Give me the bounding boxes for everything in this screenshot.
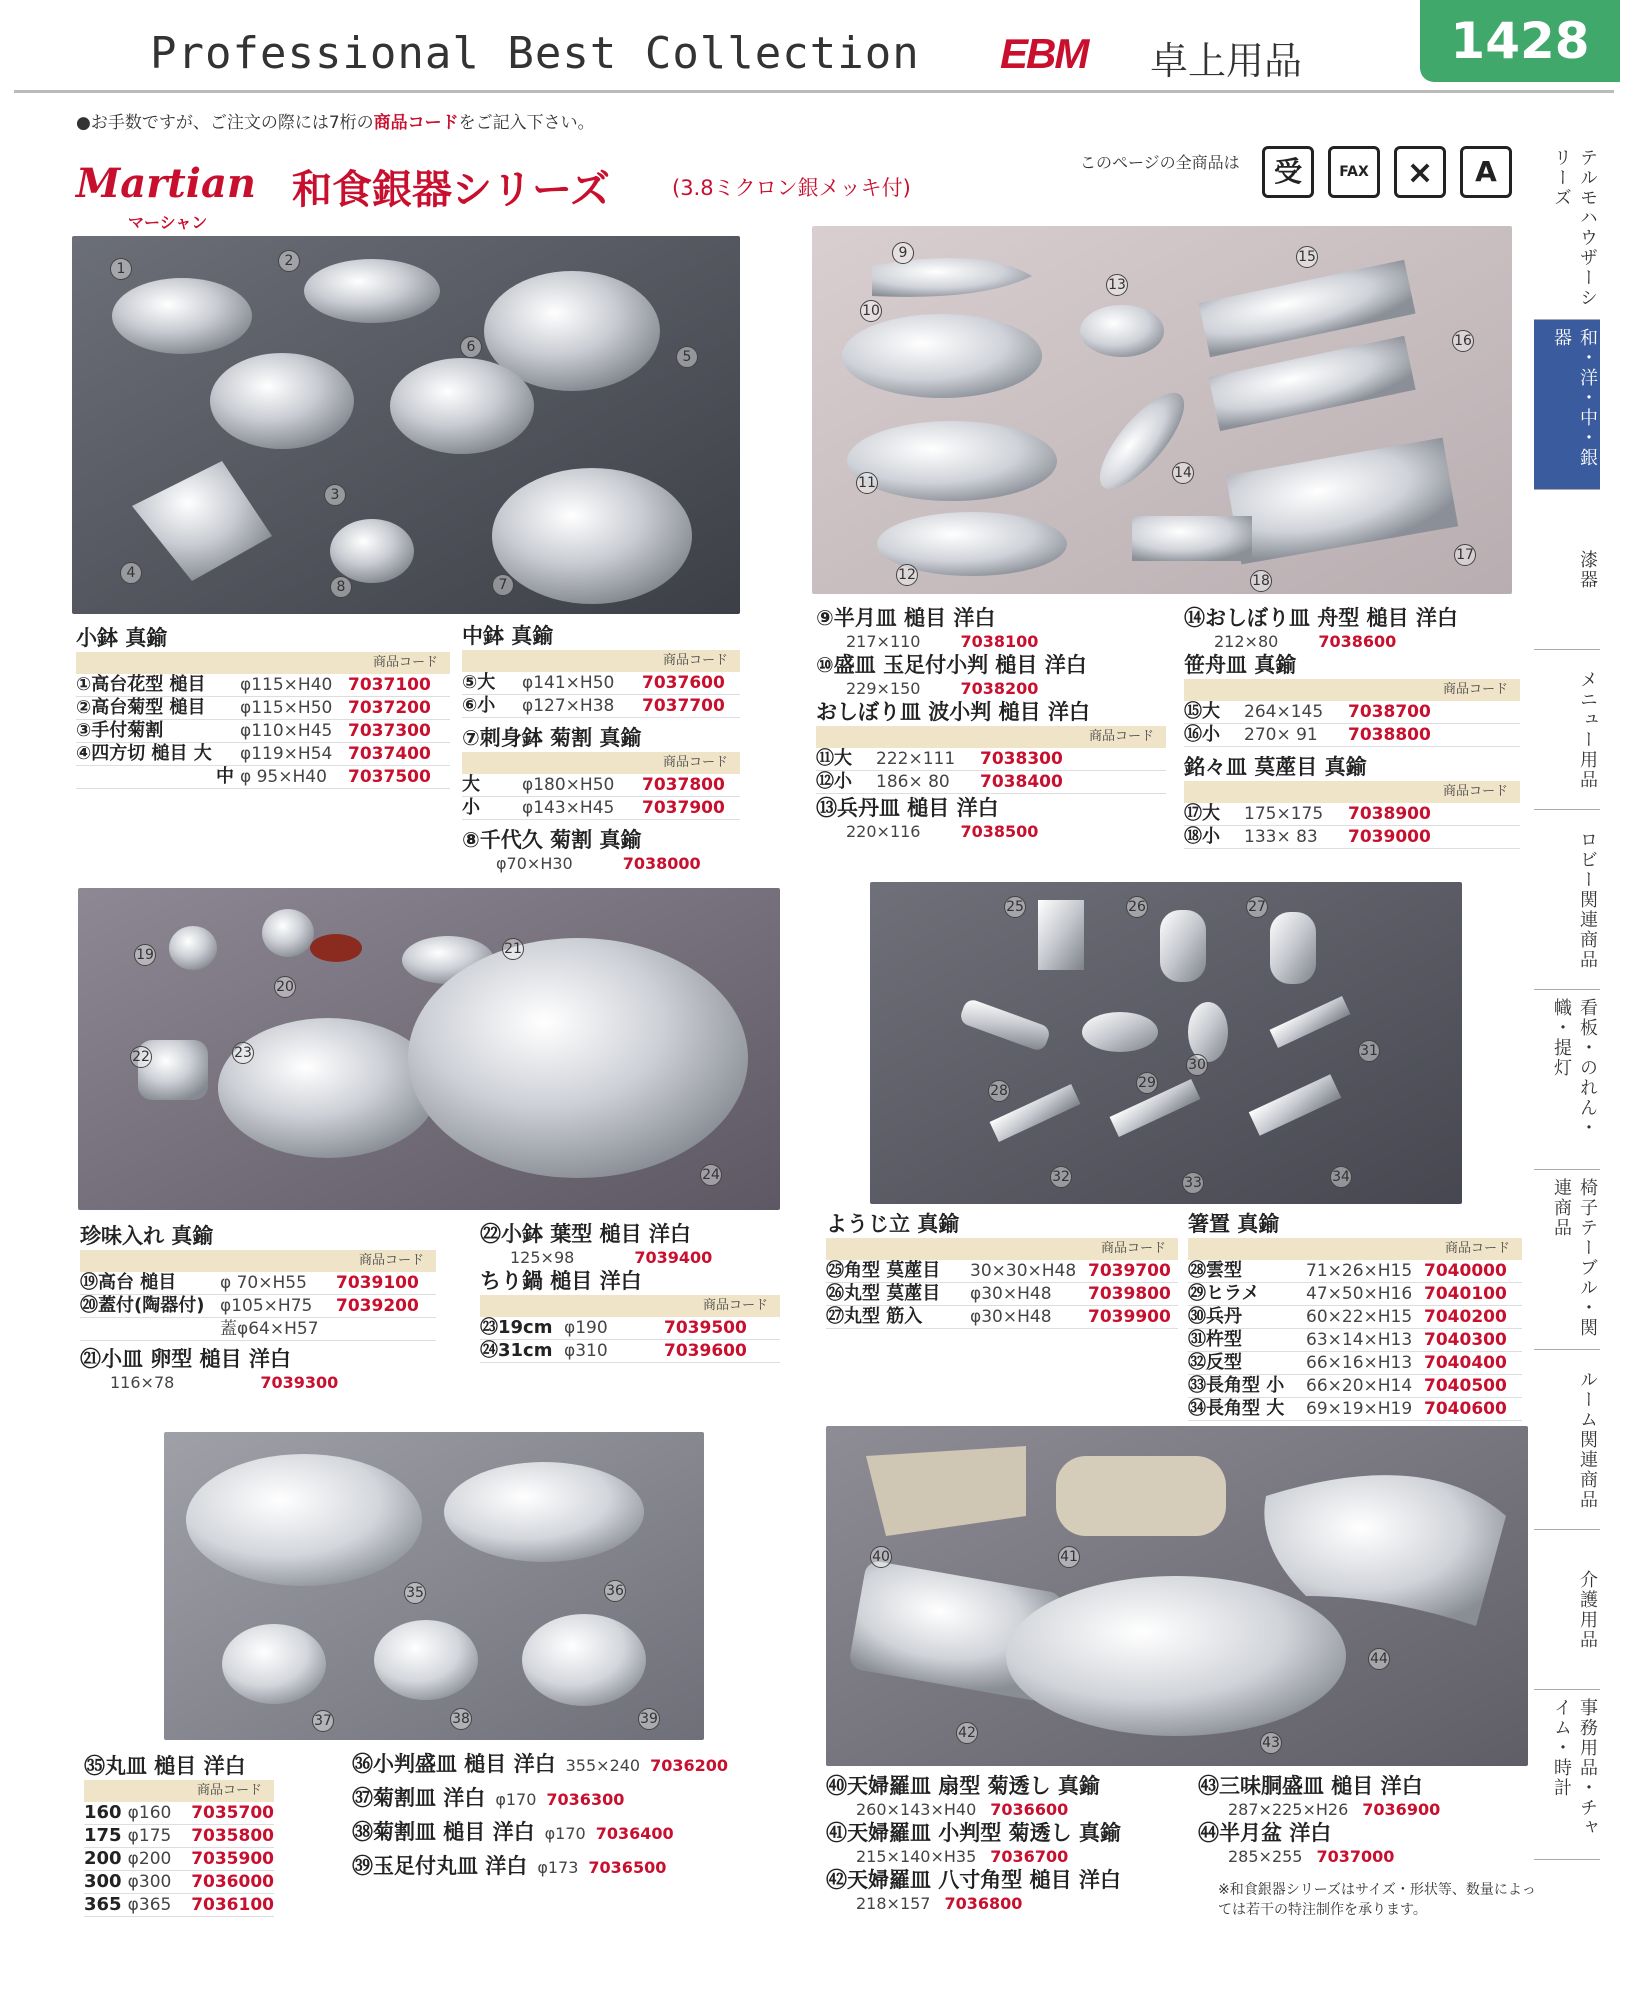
maruzara-block bbox=[84, 1752, 274, 1917]
misc-plates-block bbox=[352, 1750, 792, 1886]
sidebar-item[interactable]: メニュー用品 bbox=[1534, 650, 1600, 810]
product-line: ㊱小判盛皿 槌目 洋白 355×240 7036200 bbox=[352, 1752, 729, 1776]
martian-kana: マーシャン bbox=[128, 213, 208, 232]
table-row: 中 φ 95×H40 7037500 bbox=[76, 766, 450, 789]
chirinabe-block bbox=[480, 1220, 780, 1363]
item-number-marker: 4 bbox=[120, 562, 142, 584]
spec-line: 215×140×H35 7036700 bbox=[856, 1847, 1069, 1866]
spec-line: 285×255 7037000 bbox=[1228, 1847, 1395, 1866]
item-number-marker: 28 bbox=[988, 1080, 1010, 1102]
section-title: ⑦刺身鉢 菊割 真鍮 bbox=[462, 726, 642, 750]
yojitate-block bbox=[826, 1210, 1178, 1329]
item-number-marker: 17 bbox=[1454, 544, 1476, 566]
item-number-marker: 40 bbox=[870, 1546, 892, 1568]
spec-line: 212×80 7038600 bbox=[1214, 632, 1397, 651]
section-title: 中鉢 真鍮 bbox=[462, 624, 554, 648]
item-number-marker: 12 bbox=[896, 564, 918, 586]
table-row: ⑯小 270× 91 7038800 bbox=[1184, 724, 1520, 747]
table-row: ⑪大 222×111 7038300 bbox=[816, 748, 1166, 771]
table-row: ㉜反型 66×16×H13 7040400 bbox=[1188, 1352, 1522, 1375]
table-row: ⑫小 186× 80 7038400 bbox=[816, 771, 1166, 794]
table-row: 小 φ143×H45 7037900 bbox=[462, 797, 740, 820]
spec-line: φ70×H30 7038000 bbox=[496, 854, 701, 873]
sidebar-item-active[interactable]: 和・洋・中・銀器 bbox=[1534, 320, 1600, 490]
code-header: 商品コード bbox=[462, 752, 740, 774]
table-row: 300 φ300 7036000 bbox=[84, 1871, 274, 1892]
photo-hashioki bbox=[870, 882, 1462, 1204]
item-number-marker: 18 bbox=[1250, 570, 1272, 592]
table-row: ⑳蓋付(陶器付) φ105×H75 7039200 bbox=[80, 1295, 436, 1318]
section-title: ㊶天婦羅皿 小判型 菊透し 真鍮 bbox=[826, 1821, 1121, 1845]
no-dishwasher-icon: × bbox=[1394, 146, 1446, 198]
item-number-marker: 36 bbox=[604, 1580, 626, 1602]
plates-right-block bbox=[1184, 604, 1520, 849]
section-title: 小鉢 真鍮 bbox=[76, 626, 168, 650]
product-line: ㊲菊割皿 洋白 φ170 7036300 bbox=[352, 1786, 625, 1810]
code-header: 商品コード bbox=[1184, 781, 1520, 803]
spec-line: 217×110 7038100 bbox=[846, 632, 1039, 651]
sidebar-item[interactable]: 漆器 bbox=[1534, 490, 1600, 650]
sidebar-item[interactable]: ルーム関連商品 bbox=[1534, 1350, 1600, 1530]
service-icons bbox=[1262, 146, 1512, 198]
item-number-marker: 25 bbox=[1004, 896, 1026, 918]
item-number-marker: 31 bbox=[1358, 1040, 1380, 1062]
martian-logo: Martian bbox=[76, 160, 256, 207]
sidebar-item[interactable]: 事務用品・チャイム・時計 bbox=[1534, 1690, 1600, 1860]
section-title: ⑭おしぼり皿 舟型 槌目 洋白 bbox=[1184, 606, 1458, 630]
table-row: 365 φ365 7036100 bbox=[84, 1894, 274, 1915]
item-number-marker: 5 bbox=[676, 346, 698, 368]
series-subtitle: (3.8ミクロン銀メッキ付) bbox=[672, 176, 911, 200]
hashioki-block bbox=[1188, 1210, 1522, 1421]
spec-line: 220×116 7038500 bbox=[846, 822, 1039, 841]
section-title: ちり鍋 槌目 洋白 bbox=[480, 1269, 642, 1293]
section-title: ㊵天婦羅皿 扇型 菊透し 真鍮 bbox=[826, 1774, 1100, 1798]
table-row: 200 φ200 7035900 bbox=[84, 1848, 274, 1869]
section-title: ㊸三味胴盛皿 槌目 洋白 bbox=[1198, 1774, 1423, 1798]
item-number-marker: 15 bbox=[1296, 246, 1318, 268]
sidebar-item[interactable]: ロビー関連商品 bbox=[1534, 810, 1600, 990]
item-number-marker: 38 bbox=[450, 1708, 472, 1730]
code-header: 商品コード bbox=[80, 1250, 436, 1272]
table-row: 大 φ180×H50 7037800 bbox=[462, 774, 740, 797]
section-title: ようじ立 真鍮 bbox=[826, 1212, 960, 1236]
item-number-marker: 8 bbox=[330, 576, 352, 598]
chubachi-block bbox=[462, 622, 740, 873]
item-number-marker: 30 bbox=[1186, 1054, 1208, 1076]
item-number-marker: 9 bbox=[892, 242, 914, 264]
table-row: ⑰大 175×175 7038900 bbox=[1184, 803, 1520, 826]
section-title: 笹舟皿 真鍮 bbox=[1184, 653, 1297, 677]
item-number-marker: 27 bbox=[1246, 896, 1268, 918]
table-row: ④四方切 槌目 大 φ119×H54 7037400 bbox=[76, 743, 450, 766]
table-row: ②高台菊型 槌目 φ115×H50 7037200 bbox=[76, 697, 450, 720]
item-number-marker: 2 bbox=[278, 250, 300, 272]
table-row: ㉙ヒラメ 47×50×H16 7040100 bbox=[1188, 1283, 1522, 1306]
item-number-marker: 44 bbox=[1368, 1648, 1390, 1670]
item-number-marker: 21 bbox=[502, 938, 524, 960]
kobachi-block bbox=[76, 624, 450, 789]
chinmi-block bbox=[80, 1222, 436, 1392]
sidebar-item[interactable]: テルモハウザーシリーズ bbox=[1534, 140, 1600, 320]
item-number-marker: 37 bbox=[312, 1710, 334, 1732]
code-header: 商品コード bbox=[816, 726, 1166, 748]
table-row: ③手付菊割 φ110×H45 7037300 bbox=[76, 720, 450, 743]
table-row: ⑤大 φ141×H50 7037600 bbox=[462, 672, 740, 695]
table-row: ㉚兵丹 60×22×H15 7040200 bbox=[1188, 1306, 1522, 1329]
item-number-marker: 1 bbox=[110, 258, 132, 280]
table-row: ①高台花型 槌目 φ115×H40 7037100 bbox=[76, 674, 450, 697]
category-sidebar bbox=[1534, 140, 1600, 1860]
spec-line: 260×143×H40 7036600 bbox=[856, 1800, 1069, 1819]
category-title: 卓上用品 bbox=[1150, 39, 1303, 83]
item-number-marker: 3 bbox=[324, 484, 346, 506]
table-row: ㉞長角型 大 69×19×H19 7040600 bbox=[1188, 1398, 1522, 1421]
delivery-icon: A bbox=[1460, 146, 1512, 198]
table-row: ⑮大 264×145 7038700 bbox=[1184, 701, 1520, 724]
table-row: ㉝長角型 小 66×20×H14 7040500 bbox=[1188, 1375, 1522, 1398]
product-line: ㊴玉足付丸皿 洋白 φ173 7036500 bbox=[352, 1854, 667, 1878]
table-row: ⑱小 133× 83 7039000 bbox=[1184, 826, 1520, 849]
spec-line: 287×225×H26 7036900 bbox=[1228, 1800, 1441, 1819]
table-row: ㉛杵型 63×14×H13 7040300 bbox=[1188, 1329, 1522, 1352]
item-number-marker: 14 bbox=[1172, 462, 1194, 484]
tempura-block bbox=[826, 1772, 1196, 1913]
table-row: 175 φ175 7035800 bbox=[84, 1825, 274, 1846]
item-number-marker: 24 bbox=[700, 1164, 722, 1186]
section-title: ⑬兵丹皿 槌目 洋白 bbox=[816, 796, 999, 820]
spec-line: 229×150 7038200 bbox=[846, 679, 1039, 698]
notice-text: ●お手数ですが、ご注文の際には7桁の bbox=[76, 113, 374, 133]
notice-bold: 商品コード bbox=[373, 113, 459, 133]
photo-maruzara bbox=[164, 1432, 704, 1740]
section-title: ⑧千代久 菊割 真鍮 bbox=[462, 828, 642, 852]
code-header: 商品コード bbox=[1188, 1238, 1522, 1260]
notice-text-end: をご記入下さい。 bbox=[458, 113, 595, 133]
photo-kobachi bbox=[72, 236, 740, 614]
table-row: 160 φ160 7035700 bbox=[84, 1802, 274, 1823]
header-divider bbox=[14, 90, 1614, 93]
all-products-label: このページの全商品は bbox=[1080, 153, 1240, 172]
photo-plates bbox=[812, 226, 1512, 594]
photo-chinmi bbox=[78, 888, 780, 1210]
sidebar-item[interactable]: 介護用品 bbox=[1534, 1530, 1600, 1690]
table-row: ⑲高台 槌目 φ 70×H55 7039100 bbox=[80, 1272, 436, 1295]
code-header: 商品コード bbox=[76, 652, 450, 674]
section-title: ⑨半月皿 槌目 洋白 bbox=[816, 606, 996, 630]
section-title: 珍味入れ 真鍮 bbox=[80, 1224, 214, 1248]
item-number-marker: 7 bbox=[492, 574, 514, 596]
item-number-marker: 23 bbox=[232, 1042, 254, 1064]
item-number-marker: 43 bbox=[1260, 1732, 1282, 1754]
table-row: ㉖丸型 茣蓙目 φ30×H48 7039800 bbox=[826, 1283, 1178, 1306]
item-number-marker: 20 bbox=[274, 976, 296, 998]
footnote: ※和食銀器シリーズはサイズ・形状等、数量によっては若干の特注制作を承ります。 bbox=[1218, 1882, 1536, 1918]
section-title: ㉑小皿 卵型 槌目 洋白 bbox=[80, 1347, 291, 1371]
sidebar-item[interactable]: 看板・のれん・幟・提灯 bbox=[1534, 990, 1600, 1170]
table-row: ㉘雲型 71×26×H15 7040000 bbox=[1188, 1260, 1522, 1283]
item-number-marker: 39 bbox=[638, 1708, 660, 1730]
item-number-marker: 29 bbox=[1136, 1072, 1158, 1094]
plates-left-block bbox=[816, 604, 1166, 841]
item-number-marker: 32 bbox=[1050, 1166, 1072, 1188]
series-title: 和食銀器シリーズ bbox=[292, 167, 610, 213]
code-header: 商品コード bbox=[1184, 679, 1520, 701]
section-title: ㊷天婦羅皿 八寸角型 槌目 洋白 bbox=[826, 1868, 1121, 1892]
product-line: ㊳菊割皿 槌目 洋白 φ170 7036400 bbox=[352, 1820, 674, 1844]
section-title: ㉟丸皿 槌目 洋白 bbox=[84, 1754, 246, 1778]
fax-icon: FAX bbox=[1328, 146, 1380, 198]
table-row: ㉗丸型 筋入 φ30×H48 7039900 bbox=[826, 1306, 1178, 1329]
section-title: ⑩盛皿 玉足付小判 槌目 洋白 bbox=[816, 653, 1087, 677]
item-number-marker: 19 bbox=[134, 944, 156, 966]
code-header: 商品コード bbox=[84, 1780, 274, 1802]
table-row: ㉓19cm φ190 7039500 bbox=[480, 1317, 780, 1340]
page-header-title: Professional Best Collection bbox=[150, 28, 920, 79]
section-title: 箸置 真鍮 bbox=[1188, 1212, 1280, 1236]
order-accept-icon: 受 bbox=[1262, 146, 1314, 198]
item-number-marker: 42 bbox=[956, 1722, 978, 1744]
item-number-marker: 22 bbox=[130, 1046, 152, 1068]
item-number-marker: 16 bbox=[1452, 330, 1474, 352]
item-number-marker: 26 bbox=[1126, 896, 1148, 918]
table-row: ⑥小 φ127×H38 7037700 bbox=[462, 695, 740, 718]
spec-line: 116×78 7039300 bbox=[110, 1373, 339, 1392]
item-number-marker: 33 bbox=[1182, 1172, 1204, 1194]
spec-line: 125×98 7039400 bbox=[510, 1248, 713, 1267]
table-row: ㉕角型 茣蓙目 30×30×H48 7039700 bbox=[826, 1260, 1178, 1283]
code-header: 商品コード bbox=[480, 1295, 780, 1317]
sidebar-item[interactable]: 椅子テーブル・関連商品 bbox=[1534, 1170, 1600, 1350]
code-header: 商品コード bbox=[826, 1238, 1178, 1260]
item-number-marker: 13 bbox=[1106, 274, 1128, 296]
item-number-marker: 6 bbox=[460, 336, 482, 358]
table-row: ㉔31cm φ310 7039600 bbox=[480, 1340, 780, 1363]
item-number-marker: 35 bbox=[404, 1582, 426, 1604]
shamido-block bbox=[1198, 1772, 1528, 1866]
section-title: ㊹半月盆 洋白 bbox=[1198, 1821, 1332, 1845]
item-number-marker: 10 bbox=[860, 300, 882, 322]
table-row: 蓋φ64×H57 bbox=[80, 1318, 436, 1341]
spec-line: 218×157 7036800 bbox=[856, 1894, 1023, 1913]
item-number-marker: 41 bbox=[1058, 1546, 1080, 1568]
item-number-marker: 11 bbox=[856, 472, 878, 494]
item-number-marker: 34 bbox=[1330, 1166, 1352, 1188]
section-title: おしぼり皿 波小判 槌目 洋白 bbox=[816, 700, 1090, 724]
photo-tempura bbox=[826, 1426, 1528, 1766]
section-title: ㉒小鉢 葉型 槌目 洋白 bbox=[480, 1222, 691, 1246]
section-title: 銘々皿 茣蓙目 真鍮 bbox=[1184, 755, 1367, 779]
order-notice bbox=[76, 108, 595, 133]
brand-logo: EBM bbox=[1000, 30, 1088, 77]
code-header: 商品コード bbox=[462, 650, 740, 672]
page-number: 1428 bbox=[1420, 0, 1620, 82]
